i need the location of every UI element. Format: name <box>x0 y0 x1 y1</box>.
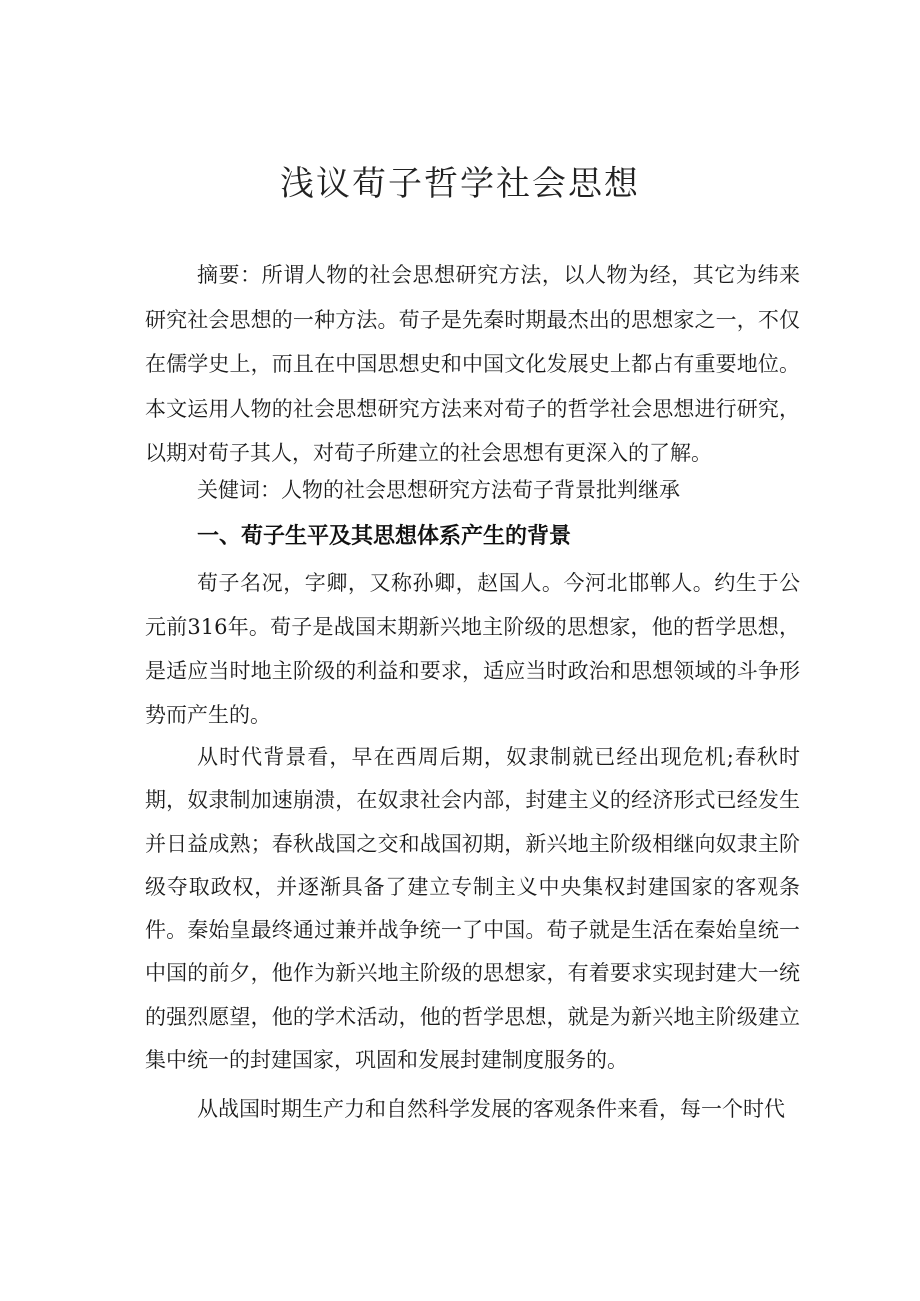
keywords-line: 关健词：人物的社会思想研究方法荀子背景批判继承 <box>197 478 680 502</box>
abstract-paragraph: 摘要：所谓人物的社会思想研究方法，以人物为经，其它为纬来研究社会思想的一种方法。荀子是先秦时期最杰出的思想家之一，不仅在儒学史上，而且在中国思想史和中国文化发展史上都占有重要地位。本文运用人物的社会思想研究方法来对荀子的哲学社会思想进行研究，以期对荀子其人，对荀子所建立的社会思想有更深入的了解。 <box>145 263 800 465</box>
body-paragraph: 从战国时期生产力和自然科学发展的客观条件来看，每一个时代 <box>197 1097 785 1121</box>
section-heading: 一、荀子生平及其思想体系产生的背景 <box>197 524 572 549</box>
body-paragraph: 从时代背景看，早在西周后期，奴隶制就已经出现危机;春秋时期，奴隶制加速崩溃，在奴隶社会内部，封建主义的经济形式已经发生并日益成熟；春秋战国之交和战国初期，新兴地主阶级相继向奴隶主阶级夺取政权，并逐渐具备了建立专制主义中央集权封建国家的客观条件。秦始皇最终通过兼并战争统一了中国。荀子就是生活在秦始皇统一中国的前夕，他作为新兴地主阶级的思想家，有着要求实现封建大一统的强烈愿望，他的学术活动，他的哲学思想，就是为新兴地主阶级建立集中统一的封建国家，巩固和发展封建制度服务的。 <box>145 745 800 1073</box>
document-title: 浅议荀子哲学社会思想 <box>280 164 640 204</box>
body-paragraph: 荀子名况，字卿，又称孙卿，赵国人。今河北邯郸人。约生于公元前316年。荀子是战国末期新兴地主阶级的思想家，他的哲学思想，是适应当时地主阶级的利益和要求，适应当时政治和思想领域的斗争形势而产生的。 <box>145 571 800 727</box>
